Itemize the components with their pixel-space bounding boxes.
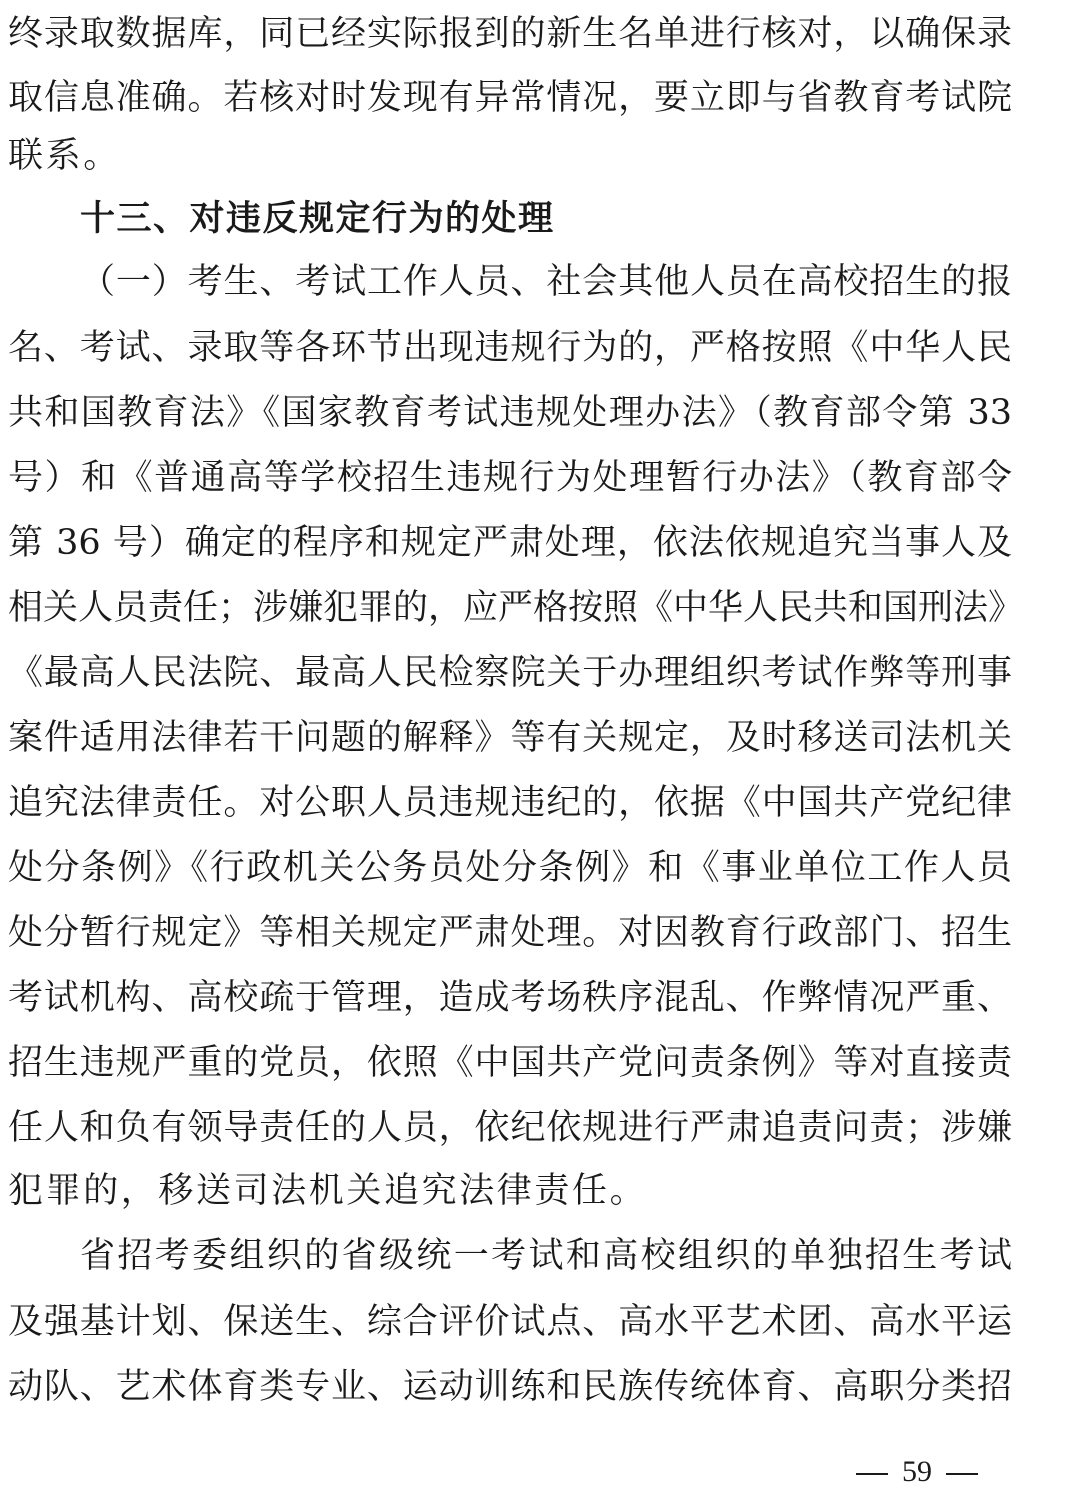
paragraph-line: 处分暂行规定》等相关规定严肃处理。对因教育行政部门、招生 (8, 913, 1012, 953)
paragraph-line: 招生违规严重的党员，依照《中国共产党问责条例》等对直接责 (8, 1043, 1012, 1083)
dash-left (856, 1473, 888, 1475)
paragraph-line: 案件适用法律若干问题的解释》等有关规定，及时移送司法机关 (8, 718, 1012, 758)
paragraph-line: 终录取数据库，同已经实际报到的新生名单进行核对，以确保录 (8, 14, 1012, 54)
paragraph-line: 省招考委组织的省级统一考试和高校组织的单独招生考试 (80, 1236, 1012, 1276)
dash-right (946, 1473, 978, 1475)
paragraph-line: 任人和负有领导责任的人员，依纪依规进行严肃追责问责；涉嫌 (8, 1108, 1012, 1148)
paragraph-line: 追究法律责任。对公职人员违规违纪的，依据《中国共产党纪律 (8, 783, 1012, 823)
paragraph-line: 相关人员责任；涉嫌犯罪的，应严格按照《中华人民共和国刑法》 (8, 588, 1024, 628)
paragraph-line: （一）考生、考试工作人员、社会其他人员在高校招生的报 (80, 262, 1012, 302)
paragraph-line: 及强基计划、保送生、综合评价试点、高水平艺术团、高水平运 (8, 1302, 1012, 1342)
paragraph-line: 犯罪的，移送司法机关追究法律责任。 (8, 1171, 648, 1211)
paragraph-line: 联系。 (8, 136, 121, 176)
section-heading: 十三、对违反规定行为的处理 (80, 199, 555, 239)
paragraph-line: 共和国教育法》《国家教育考试违规处理办法》（教育部令第 33 (8, 393, 1012, 433)
page-number-value: 59 (902, 1455, 932, 1488)
paragraph-line: 号）和《普通高等学校招生违规行为处理暂行办法》（教育部令 (8, 458, 1012, 498)
paragraph-line: 《最高人民法院、最高人民检察院关于办理组织考试作弊等刑事 (8, 653, 1012, 693)
paragraph-line: 名、考试、录取等各环节出现违规行为的，严格按照《中华人民 (8, 328, 1012, 368)
paragraph-line: 考试机构、高校疏于管理，造成考场秩序混乱、作弊情况严重、 (8, 978, 1012, 1018)
paragraph-line: 取信息准确。若核对时发现有异常情况，要立即与省教育考试院 (8, 78, 1012, 118)
page-number (842, 1452, 992, 1492)
paragraph-line: 第 36 号）确定的程序和规定严肃处理，依法依规追究当事人及 (8, 523, 1012, 563)
paragraph-line: 动队、艺术体育类专业、运动训练和民族传统体育、高职分类招 (8, 1367, 1012, 1407)
paragraph-line: 处分条例》《行政机关公务员处分条例》和《事业单位工作人员 (8, 848, 1012, 888)
